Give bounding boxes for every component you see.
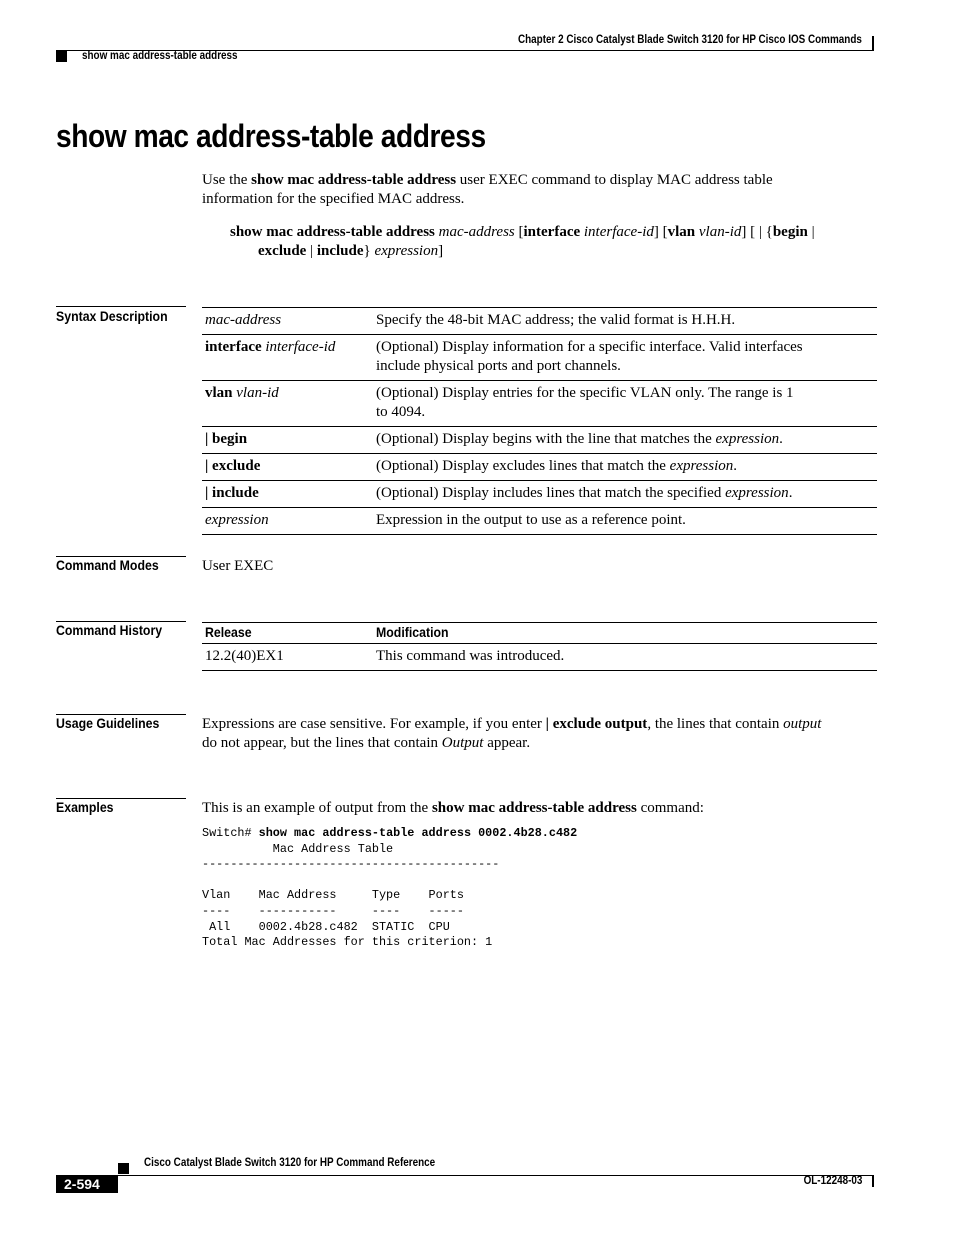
table-row: expression Expression in the output to use as a reference point. [202, 508, 877, 535]
usage-paragraph: Expressions are case sensitive. For example, if you enter | exclude output, the lines that contain output do not appear, but the lines that contain Output appear. [202, 716, 822, 751]
page-title: show mac address-table address [56, 118, 486, 154]
table-row: 12.2(40)EX1 This command was introduced. [202, 644, 877, 671]
header-square [56, 51, 67, 62]
table-row: vlan vlan-id (Optional) Display entries for the specific VLAN only. The range is 1 to 4094. [202, 381, 877, 427]
header-bar [872, 36, 874, 51]
table-row: | begin (Optional) Display begins with the line that matches the expression. [202, 427, 877, 454]
table-row: interface interface-id (Optional) Display information for a specific interface. Valid interfaces include physical ports and port channels. [202, 335, 877, 381]
examples-paragraph: This is an example of output from the show mac address-table address command: [202, 800, 704, 816]
table-row: | exclude (Optional) Display excludes lines that match the expression. [202, 454, 877, 481]
footer-rule [56, 1175, 874, 1176]
page-number: 2-594 [56, 1175, 118, 1193]
footer-doc-number: OL-12248-03 [803, 1175, 862, 1187]
command-syntax-continued: exclude | include} expression] [258, 243, 444, 259]
syntax-description-table [202, 307, 877, 535]
section-heading-command-modes: Command Modes [56, 557, 159, 573]
code-example [202, 826, 577, 951]
section-rule [56, 306, 186, 307]
section-heading-usage-guidelines: Usage Guidelines [56, 715, 160, 731]
command-history-table [202, 622, 877, 671]
table-row: | include (Optional) Display includes lines that match the specified expression. [202, 481, 877, 508]
code-command: show mac address-table address 0002.4b28.c482 [258, 826, 578, 840]
command-syntax: show mac address-table address mac-address [interface interface-id] [vlan vlan-id] [ | {begin | [230, 224, 815, 240]
footer-book-title: Cisco Catalyst Blade Switch 3120 for HP Command Reference [144, 1157, 436, 1169]
running-header-chapter: Chapter 2 Cisco Catalyst Blade Switch 3120 for HP Cisco IOS Commands [518, 34, 862, 46]
table-row: mac-address Specify the 48-bit MAC address; the valid format is H.H.H. [202, 308, 877, 335]
code-output: Mac Address Table ------------------------------------------ Vlan Mac Address Type Ports ---- ----------- ---- ----- All 0002.4b28.c482 STATIC CPU Total Mac Addresses for this criterion: 1 [202, 841, 500, 950]
table-header-row: Release Modification [202, 623, 877, 644]
section-heading-syntax-description: Syntax Description [56, 308, 168, 324]
command-modes-text: User EXEC [202, 558, 274, 574]
code-prompt: Switch# [202, 826, 259, 840]
intro-paragraph: Use the show mac address-table address user EXEC command to display MAC address table information for the specified MAC address. [202, 172, 773, 207]
footer-square [118, 1163, 129, 1174]
footer-bar [872, 1175, 874, 1187]
section-heading-examples: Examples [56, 799, 114, 815]
section-heading-command-history: Command History [56, 622, 163, 638]
running-header-section: show mac address-table address [82, 50, 238, 62]
